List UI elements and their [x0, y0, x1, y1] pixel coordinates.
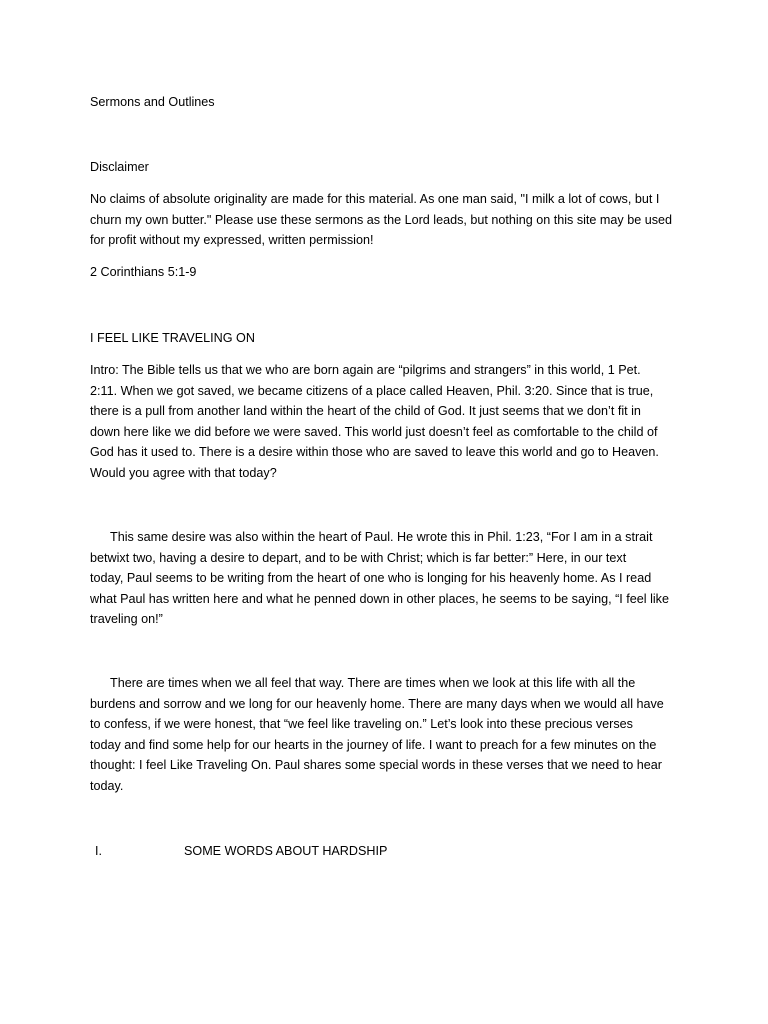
paragraph-line: today.	[90, 778, 124, 793]
intro-line: down here like we did before we were saved. This world just doesn’t feel as comfortable to the child of	[90, 424, 658, 439]
paragraph-line: today, Paul seems to be writing from the heart of one who is longing for his heavenly home. As I read	[90, 571, 652, 585]
disclaimer-line: No claims of absolute originality are made for this material. As one man said, "I milk a lot of cows, but I	[90, 192, 660, 206]
outline-numeral: I.	[95, 844, 102, 858]
body-paragraph-2	[90, 527, 690, 630]
document-header: Sermons and Outlines	[90, 95, 215, 109]
paragraph-line: to confess, if we were honest, that “we feel like traveling on.” Let’s look into these precious verses	[90, 717, 633, 731]
paragraph-line: traveling on!”	[90, 612, 163, 626]
scripture-reference: 2 Corinthians 5:1-9	[90, 265, 197, 279]
disclaimer-heading: Disclaimer	[90, 160, 149, 174]
disclaimer-line: for profit without my expressed, written permission!	[90, 233, 374, 247]
intro-line: 2:11. When we got saved, we became citizens of a place called Heaven, Phil. 3:20. Since that is true,	[90, 383, 654, 398]
intro-line: there is a pull from another land within the heart of the child of God. It just seems that we don’t fit in	[90, 404, 641, 418]
paragraph-line: today and find some help for our hearts in the journey of life. I want to preach for a few minutes on the	[90, 737, 657, 752]
intro-paragraph	[90, 360, 690, 483]
disclaimer-line: churn my own butter." Please use these sermons as the Lord leads, but nothing on this site may be used	[90, 212, 673, 227]
outline-item	[0, 841, 768, 861]
paragraph-line: This same desire was also within the heart of Paul. He wrote this in Phil. 1:23, “For I am in a strait	[110, 530, 653, 544]
outline-heading: SOME WORDS ABOUT HARDSHIP	[184, 844, 388, 858]
intro-line: Would you agree with that today?	[90, 465, 277, 480]
body-paragraph-3	[90, 673, 690, 796]
disclaimer-paragraph	[90, 189, 690, 251]
paragraph-line: betwixt two, having a desire to depart, and to be with Christ; which is far better:” Here, in our text	[90, 550, 627, 565]
paragraph-line: thought: I feel Like Traveling On. Paul shares some special words in these verses that we need to hear	[90, 758, 662, 772]
sermon-title: I FEEL LIKE TRAVELING ON	[90, 331, 255, 345]
paragraph-line: There are times when we all feel that way. There are times when we look at this life with all the	[110, 676, 636, 690]
paragraph-line: what Paul has written here and what he penned down in other places, he seems to be saying, “I feel like	[90, 591, 669, 606]
intro-line: God has it used to. There is a desire within those who are saved to leave this world and go to Heaven.	[90, 445, 659, 459]
paragraph-line: burdens and sorrow and we long for our heavenly home. There are many days when we would all have	[90, 696, 664, 711]
intro-line: Intro: The Bible tells us that we who are born again are “pilgrims and strangers” in this world, 1 Pet.	[90, 363, 641, 377]
